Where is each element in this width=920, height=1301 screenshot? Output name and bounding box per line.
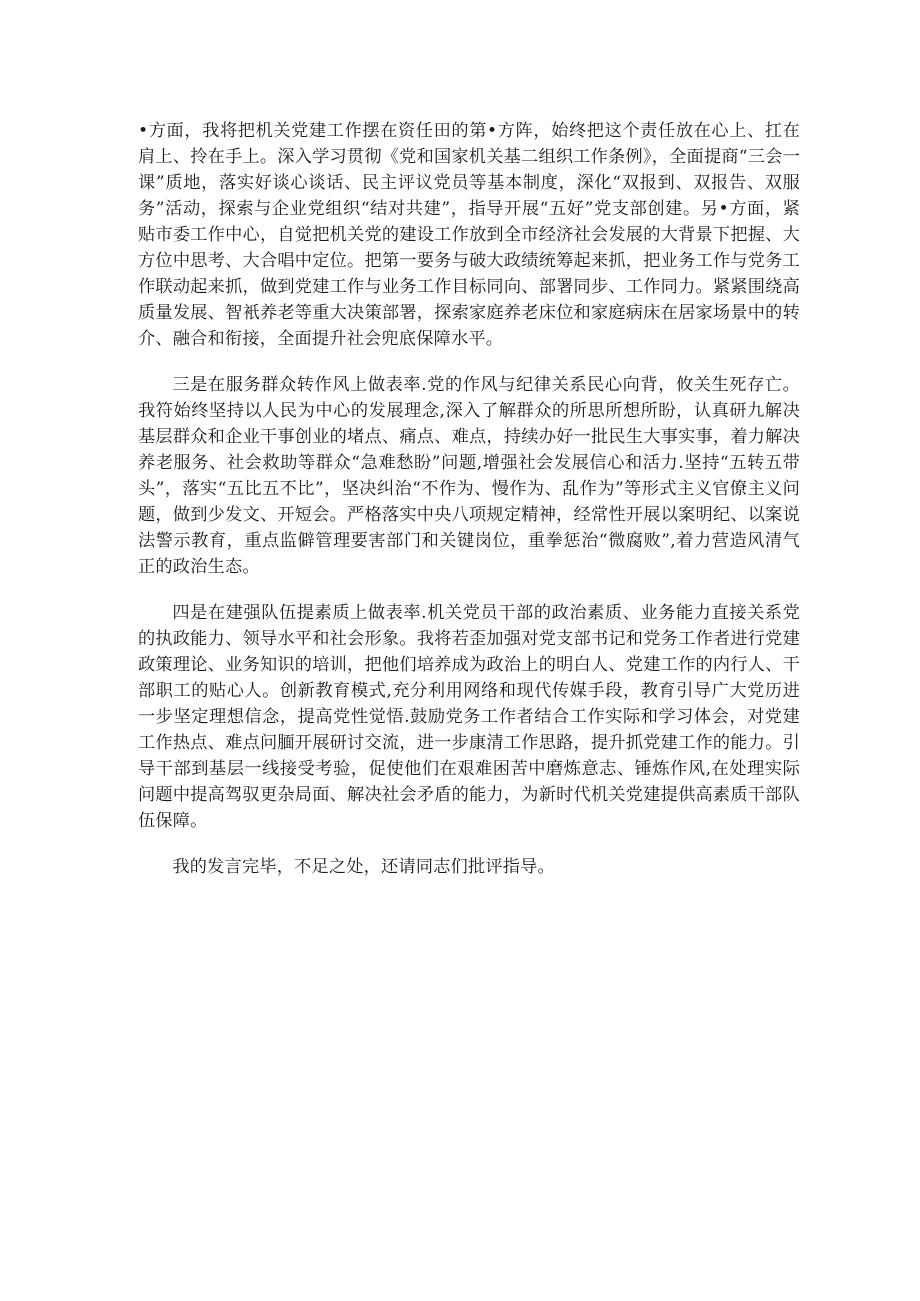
paragraph-build-team: 四是在建强队伍提素质上做表率.机关党员干部的政治素质、业务能力直接关系党的执政能力、领导水平和社会形象。我将若歪加强对党支部书记和党务工作者进行党建政策理论、业务知识的培训，把他们培养成为政治上的明白人、党建工作的内行人、干部职工的贴心人。创新教育模式,充分利用网络和现代传媒手段，教育引导广大党历进一步坚定理想信念，提高党性觉悟.鼓励党务工作者结合工作实际和学习体会，对党建工作热点、难点问腼开展研讨交流，进一步康清工作思路，提升抓党建工作的能力。引导干部到基层一线接受考验，促使他们在艰难困苦中磨炼意志、锤炼作风,在处理实际问题中提高驾驭更杂局面、解决社会矛盾的能力，为新时代机关党建提供高素质干部队伍保障。 [138, 603, 800, 831]
paragraph-closing: 我的发言完毕，不足之处，还请同志们批评指导。 [172, 857, 555, 877]
document-page [138, 118, 800, 900]
paragraph-first-aspect: •方面，我将把机关党建工作摆在资任田的第•方阵，始终把这个责任放在心上、扛在肩上、拎在手上。深入学习贯彻《党和国家机关基二组织工作条例》，全面提商“三会一课”质地，落实好谈心谈话、民主评议党员等基本制度，深化“双报到、双报告、双服务”活动，探索与企业党组织“结对共建”，指导开展“五好”党支部创建。另•方面，紧贴市委工作中心，自觉把机关党的建设工作放到全市经济社会发展的大背景下把握、大方位中思考、大合唱中定位。把第一要务与破大政绩统筹起来抓，把业务工作与党务工作联动起来抓，做到党建工作与业务工作目标同向、部署同步、工作同力。紧紧围绕高质量发展、智衹养老等重大决策部署，探索家庭养老床位和家庭病床在居家场景中的转介、融合和衔接，全面提升社会兜底保障水平。 [138, 121, 800, 349]
paragraph-serve-masses: 三是在服务群众转作风上做表率.党的作风与纪律关系民心向背，攸关生死存亡。我符始终坚持以人民为中心的发展理念,深入了解群众的所思所想所盼，认真研九解决基层群众和企业干事创业的堵点、痛点、难点，持续办好一批民生大事实事，着力解决养老服务、社会救助等群众“急难愁盼”问题,增强社会发展信心和活力.坚持“五转五带头”，落实“五比五不比”，坚决纠治“不作为、慢作为、乱作为”等形式主义官僚主义问题，做到少发文、开短会。严格落实中央八项规定精神，经常性开展以案明纪、以案说法警示教育，重点监僻管理要害部门和关键岗位，重拳惩治“微腐败”,着力营造风清气正的政治生态。 [138, 375, 800, 577]
